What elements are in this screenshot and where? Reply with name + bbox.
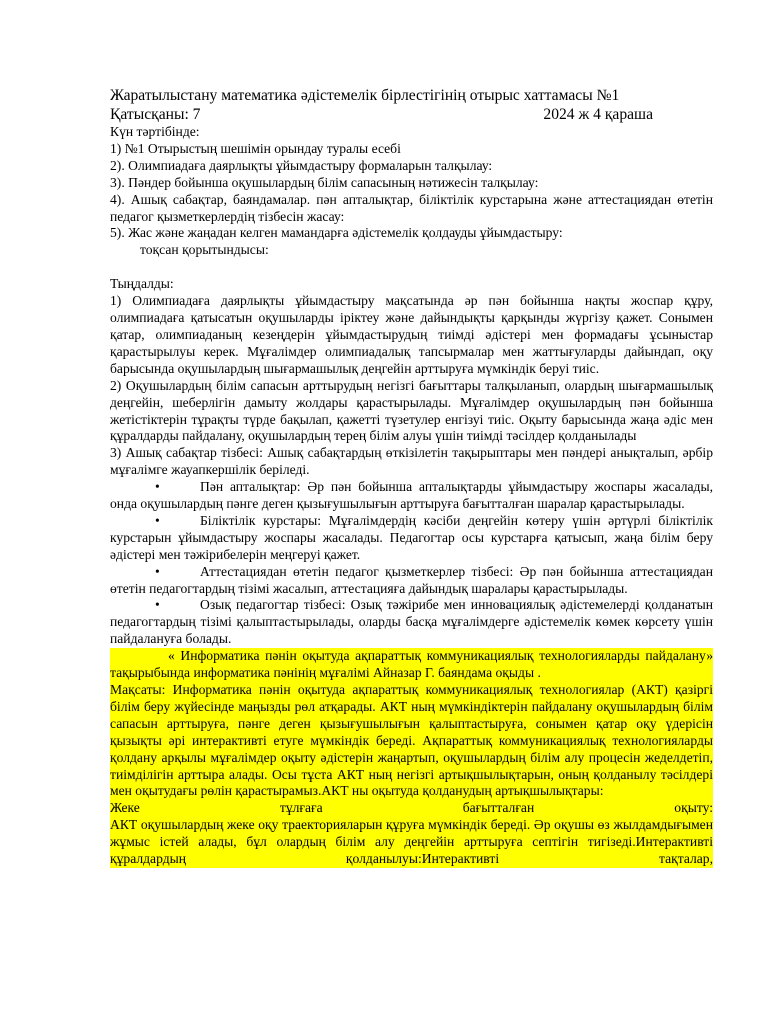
attendance-count: Қатысқаны: 7 bbox=[110, 106, 201, 123]
document-page bbox=[110, 86, 713, 868]
agenda-extra: тоқсан қорытындысы: bbox=[140, 242, 269, 258]
personal-text: АКТ оқушылардың жеке оқу траекторияларын құруға мүмкіндік береді. Әр оқушы өз жылдамдығымен жұмыс істей алады, бұл олардың білім алу деңгейін арттыруға септігін тигізеді.Интерактивті құралдардың қолданылуы:Интерактивті тақталар, bbox=[110, 817, 713, 867]
agenda-item-3: 3). Пәндер бойынша оқушылардың білім сапасының нәтижесін талқылау: bbox=[110, 174, 539, 190]
heard-paragraph-3: 3) Ашық сабақтар тізбесі: Ашық сабақтардың өткізілетін тақырыптары мен пәндері анықталып, әрбір мұғалімге жауапкершілік беріледі. bbox=[110, 445, 713, 478]
agenda-item-2: 2). Олимпиадаға даярлықты ұйымдастыру формаларын талқылау: bbox=[110, 157, 493, 173]
highlighted-report bbox=[110, 648, 713, 868]
document-title: Жаратылыстану математика әдістемелік бірлестігінің отырыс хаттамасы №1 bbox=[110, 87, 620, 104]
heard-section bbox=[110, 276, 713, 648]
bullet-text: Аттестациядан өтетін педагог қызметкерлер тізбесі: Әр пән бойынша аттестациядан өтетін педагогтардың тізімі жасалып, аттестацияға дайындық шаралары қарастырылады. bbox=[110, 563, 713, 596]
bullet-symbol: • bbox=[155, 597, 160, 613]
agenda-item-1: 1) №1 Отырыстың шешімін орындау туралы есебі bbox=[110, 140, 401, 156]
meeting-date: 2024 ж 4 қараша bbox=[543, 106, 653, 123]
report-goal: Мақсаты: Информатика пәнін оқытуда ақпараттық коммуникациялық технологиялар (АКТ) қазіргі білім беру жүйесінде маңызды рөл атқарады. АКТ ның мүмкіндіктерін пайдалану оқушылардың білім сапасын арттыруға, пәнге деген қызығушылығын қалыптастыруға, сонымен қатар оқу үдерісін қызықты әрі интерактивті етуге мүмкіндік береді. Ақпараттық коммуникациялық технологияларды қолдану арқылы мұғалімдер оқыту әдістерін жаңартып, оқушылардың білім алу процесін жеделдетіп, тиімділігін арттыра алады. Осы тұста АКТ ның негізгі артықшылықтарын, оның қолданылу тәсілдері мен оқытудағы рөлін қарастырамыз.АКТ ны оқытуда қолданудың артықшылықтары: bbox=[110, 682, 713, 799]
heard-heading: Тыңдалды: bbox=[110, 276, 174, 292]
bullet-symbol: • bbox=[155, 479, 160, 495]
agenda-section bbox=[110, 124, 713, 259]
report-topic: « Информатика пәнін оқытуда ақпараттық коммуникациялық технологияларды пайдалану» тақырыбында информатика пәнінің мұғалімі Айназар Г. баяндама оқыды . bbox=[110, 648, 713, 681]
agenda-item-5: 5). Жас және жаңадан келген мамандарға әдістемелік қолдауды ұйымдастыру: bbox=[110, 225, 563, 241]
heard-paragraph-1: 1) Олимпиадаға даярлықты ұйымдастыру мақсатында әр пән бойынша нақты жоспар құру, олимпиадаға қатысатын оқушыларды іріктеу және дайындықты қарқынды жүргізу қажет. Сонымен қатар, олимпиаданың кезеңдерін ұйымдастырудың тиімді әдістері мен формадағы ұсыныстар қарастырылуы керек. Мұғалімдер олимпиадалық тапсырмалар мен жаттығуларды дайындап, оқу барысында оқушылардың шығармашылық деңгейін арттыруға мүмкіндік беруі тиіс. bbox=[110, 293, 713, 376]
bullet-symbol: • bbox=[155, 563, 160, 579]
agenda-item-4: 4). Ашық сабақтар, баяндамалар. пән апталықтар, біліктілік курстарына және аттестациядан өтетін педагог қызметкерлердің тізбесін жасау: bbox=[110, 191, 713, 224]
spacer bbox=[110, 259, 713, 276]
bullet-text: Озық педагогтар тізбесі: Озық тәжірибе мен инновациялық әдістемелерді қолданатын педагогтардың тізімі қалыптастырылады, оларды басқа мұғалімдерге әдістемелік көмек көрсету үшін пайдалануға болады. bbox=[110, 597, 713, 647]
bullet-item bbox=[110, 597, 713, 648]
bullet-item bbox=[110, 564, 713, 598]
bullet-text: Біліктілік курстары: Мұғалімдердің кәсіби деңгейін көтеру үшін әртүрлі біліктілік курстарын ұйымдастыру жоспары жасалады. Педагогтар осы курстарға қатысып, жаңа білім беру әдістері мен тәжірибелерін меңгеруі қажет. bbox=[110, 512, 713, 562]
meta-row bbox=[110, 105, 713, 124]
bullet-item bbox=[110, 479, 713, 513]
personal-heading: Жеке тұлғаға бағытталған оқыту: bbox=[110, 800, 713, 816]
heard-paragraph-2: 2) Оқушылардың білім сапасын арттырудың негізгі бағыттары талқыланып, олардың шығармашылық деңгейін, шеберлігін дамыту жолдары қарастырылады. Мұғалімдер оқушылардың пән бойынша жетістіктерін тұрақты түрде бақылап, қажетті түзетулер енгізуі тиіс. Оқыту барысында жаңа әдіс мен құралдарды пайдалану, оқушылардың терең білім алуы үшін тиімді тәсілдер қолданылады bbox=[110, 377, 713, 444]
bullet-symbol: • bbox=[155, 512, 160, 528]
bullet-item bbox=[110, 513, 713, 564]
agenda-heading: Күн тәртібінде: bbox=[110, 124, 200, 139]
bullet-text: Пән апталықтар: Әр пән бойынша апталықтарды ұйымдастыру жоспары жасалады, онда оқушылардың пәнге деген қызығушылығын арттыруға бағытталған шаралар қарастырылады. bbox=[110, 479, 713, 512]
